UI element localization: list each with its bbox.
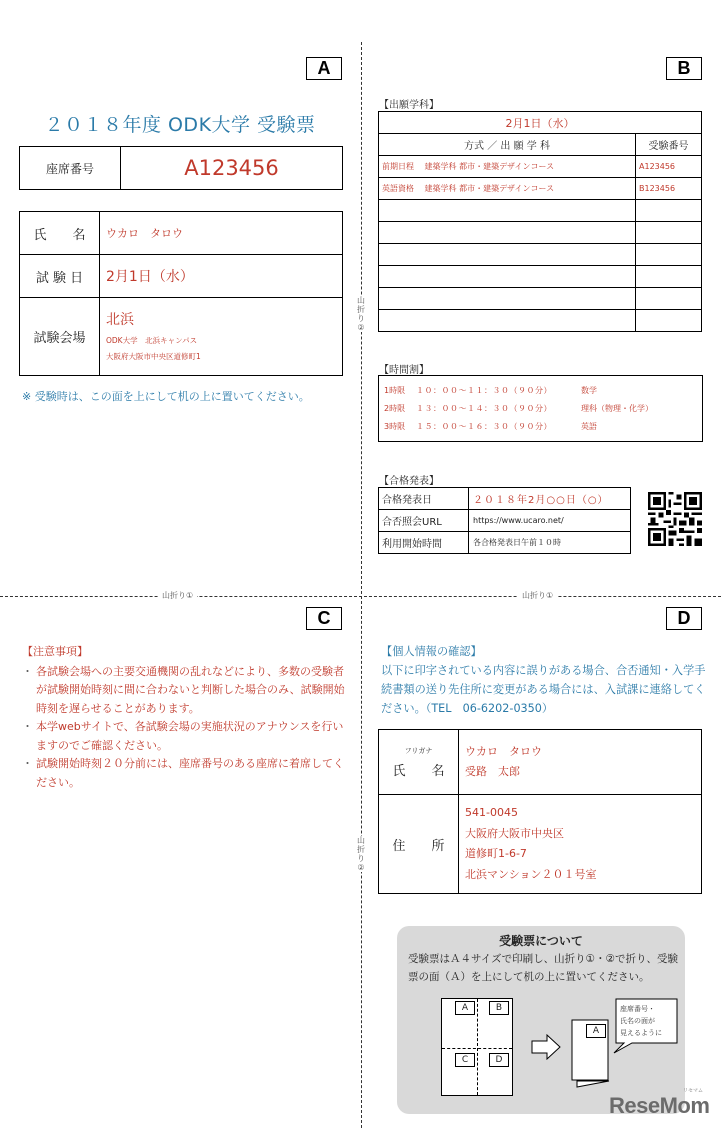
table-row — [379, 222, 702, 244]
venue-value — [100, 298, 343, 376]
diagram-box-d: D — [489, 1053, 509, 1067]
fold-line-2 — [361, 42, 362, 1128]
address-value: 541-0045 大阪府大阪市中央区 道修町1-6-7 北浜マンション２０１号室 — [459, 795, 702, 894]
precautions — [22, 643, 347, 792]
fold-label-1-left: 山折り① — [158, 590, 197, 601]
about-text: 受験票はＡ４サイズで印刷し、山折り①・②で折り、受験票の面（Ａ）を上にして机の上に置いてください。 — [408, 953, 678, 983]
schedule-box — [378, 375, 703, 442]
personal-info-text: 以下に印字されている内容に誤りがある場合、合否通知・入学手続書類の送り先住所に変更がある場合には、入試課に連絡してください。（TEL 06-6202-0350） — [381, 664, 706, 715]
results-section-label: 【合格発表】 — [379, 476, 439, 487]
table-row: 英語資格 建築学科 都市・建築デザインコース B123456 — [379, 178, 702, 200]
application-date: 2月1日（水） — [379, 112, 702, 134]
schedule-row: 3時限 １５：００～１６：３０（９０分） 英語 — [384, 422, 597, 431]
diagram-box-c: C — [455, 1053, 475, 1067]
resemom-logo: ReseMom — [609, 1093, 710, 1118]
fold-label-1-right: 山折り① — [518, 590, 557, 601]
exam-date-value: 2月1日（水） — [100, 255, 343, 298]
result-date-label: 合格発表日 — [379, 488, 469, 510]
ticket-title: ２０１８年度 ODK大学 受験票 — [44, 114, 316, 136]
about-panel — [397, 926, 685, 1114]
table-row — [379, 288, 702, 310]
result-time-value: 各合格発表日午前１０時 — [469, 532, 631, 554]
kanji-name-value: 受路 太郎 — [465, 765, 520, 778]
venue-address: 大阪府大阪市中央区道修町1 — [106, 351, 201, 361]
personal-info-label: 【個人情報の確認】 — [381, 645, 482, 658]
result-url-label: 合否照会URL — [379, 510, 469, 532]
table-row — [379, 310, 702, 332]
seat-number-value: A123456 — [121, 147, 343, 190]
result-url-link[interactable]: https://www.ucaro.net/ — [469, 510, 631, 532]
table-row — [379, 266, 702, 288]
diagram-box-a: A — [455, 1001, 475, 1015]
sheet-diagram — [441, 998, 513, 1096]
examinee-info-table — [19, 211, 343, 376]
fold-label-2-bottom: 山 折 り ② — [357, 836, 365, 872]
diagram-box-b: B — [489, 1001, 509, 1015]
folded-box-a: A — [586, 1024, 606, 1038]
about-title: 受験票について — [499, 934, 583, 948]
header-dept: 方式 ／ 出 願 学 科 — [379, 134, 636, 156]
application-table — [378, 111, 702, 332]
table-row: 前期日程 建築学科 都市・建築デザインコース A123456 — [379, 156, 702, 178]
results-table — [378, 487, 631, 554]
exam-date-label: 試 験 日 — [20, 255, 100, 298]
table-row — [379, 244, 702, 266]
arrow-right-icon — [531, 1034, 561, 1060]
seat-number-table — [19, 146, 343, 190]
quadrant-label-a: A — [306, 57, 342, 80]
result-time-label: 利用開始時間 — [379, 532, 469, 554]
fold-label-2-top: 山 折 り ② — [357, 296, 365, 332]
venue-name: 北浜 — [106, 311, 134, 328]
personal-info-table — [378, 729, 702, 894]
personal-name-value — [459, 730, 702, 795]
precautions-label: 【注意事項】 — [22, 645, 88, 658]
quadrant-label-d: D — [666, 607, 702, 630]
quadrant-label-b: B — [666, 57, 702, 80]
list-item: ・ 各試験会場への主要交通機関の乱れなどにより、多数の受験者が試験開始時刻に間に合わないと判断した場合のみ、試験開始時刻を遅らせることがあります。 — [22, 664, 345, 715]
personal-name-label: フリガナ 氏 名 — [379, 730, 459, 795]
address-label: 住 所 — [379, 795, 459, 894]
list-item: ・ 本学webサイトで、各試験会場の実施状況のアナウンスを行いますのでご確認ください。 — [22, 720, 344, 752]
application-section-label: 【出願学科】 — [379, 100, 439, 111]
name-label: 氏 名 — [20, 212, 100, 255]
venue-label: 試験会場 — [20, 298, 100, 376]
furigana-value: ウカロ タロウ — [465, 744, 542, 758]
schedule-row: 2時限 １３：００～１４：３０（９０分） 理科（物理・化学） — [384, 404, 653, 413]
callout-text: 座席番号・ 氏名の面が 見えるように — [620, 1005, 662, 1037]
venue-campus: ODK大学 北浜キャンパス — [106, 335, 198, 345]
list-item: ・ 試験開始時刻２０分前には、座席番号のある座席に着席してください。 — [22, 757, 344, 789]
fold-line-1 — [0, 596, 721, 597]
qr-code-icon[interactable] — [648, 492, 702, 546]
placement-note: ※ 受験時は、この面を上にして机の上に置いてください。 — [22, 390, 310, 403]
name-value: ウカロ タロウ — [100, 212, 343, 255]
schedule-section-label: 【時間割】 — [379, 365, 429, 376]
table-row — [379, 200, 702, 222]
result-date-value: ２０１８年2月○○日（○） — [469, 488, 631, 510]
personal-info-note — [381, 642, 706, 718]
header-number: 受験番号 — [636, 134, 702, 156]
seat-number-label: 座席番号 — [20, 147, 121, 190]
schedule-row: 1時限 １０：００～１１：３０（９０分） 数学 — [384, 386, 597, 395]
resemom-logo-kana: リセマム — [683, 1088, 703, 1094]
quadrant-label-c: C — [306, 607, 342, 630]
